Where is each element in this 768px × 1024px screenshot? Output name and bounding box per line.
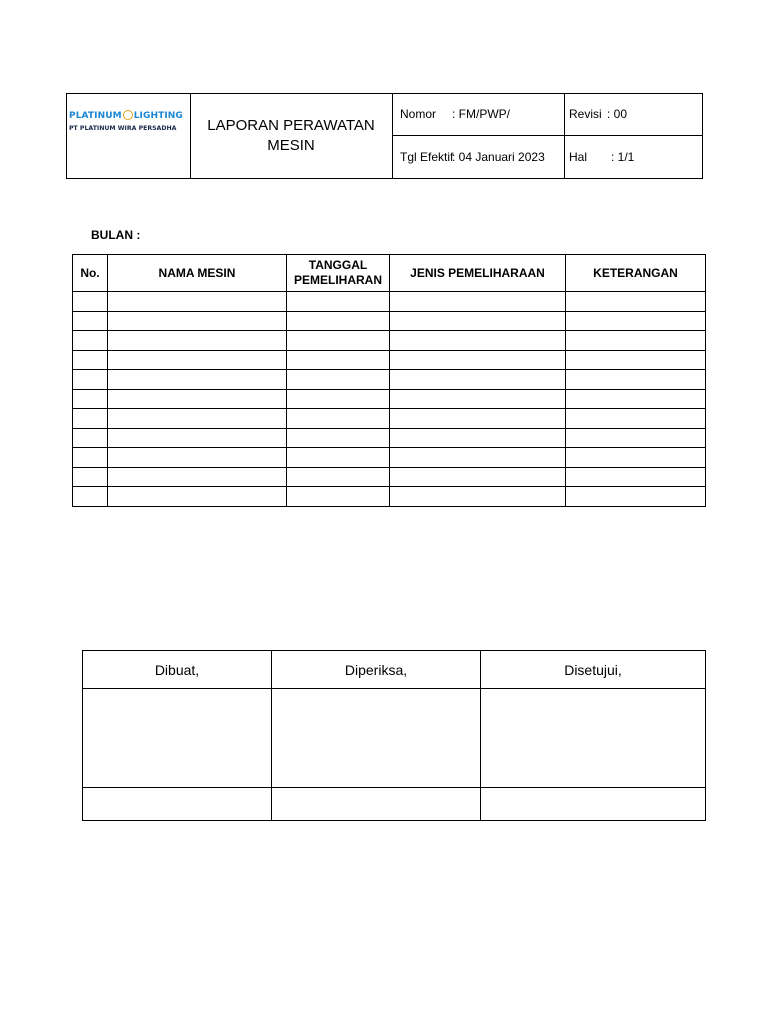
cell-jenis[interactable]	[390, 487, 566, 507]
signature-header-disetujui: Disetujui,	[481, 651, 706, 689]
logo-company-name: PT PLATINUM WIRA PERSADHA	[69, 125, 177, 132]
cell-nama-mesin[interactable]	[108, 428, 287, 448]
cell-nama-mesin[interactable]	[108, 389, 287, 409]
table-header-row	[73, 255, 706, 292]
cell-no[interactable]	[73, 409, 108, 429]
cell-nama-mesin[interactable]	[108, 409, 287, 429]
cell-keterangan[interactable]	[566, 389, 706, 409]
signature-space-dibuat[interactable]	[83, 689, 272, 788]
signature-space-disetujui[interactable]	[481, 689, 706, 788]
cell-keterangan[interactable]	[566, 292, 706, 312]
maintenance-table	[72, 254, 706, 507]
table-row	[73, 370, 706, 390]
cell-tanggal[interactable]	[287, 331, 390, 351]
cell-no[interactable]	[73, 467, 108, 487]
cell-no[interactable]	[73, 292, 108, 312]
cell-nama-mesin[interactable]	[108, 331, 287, 351]
cell-keterangan[interactable]	[566, 350, 706, 370]
cell-no[interactable]	[73, 487, 108, 507]
cell-tanggal[interactable]	[287, 428, 390, 448]
cell-tanggal[interactable]	[287, 370, 390, 390]
cell-keterangan[interactable]	[566, 428, 706, 448]
cell-keterangan[interactable]	[566, 311, 706, 331]
cell-nama-mesin[interactable]	[108, 467, 287, 487]
cell-keterangan[interactable]	[566, 370, 706, 390]
table-row	[73, 487, 706, 507]
cell-jenis[interactable]	[390, 370, 566, 390]
table-row	[73, 331, 706, 351]
cell-nama-mesin[interactable]	[108, 350, 287, 370]
cell-keterangan[interactable]	[566, 331, 706, 351]
cell-tanggal[interactable]	[287, 350, 390, 370]
cell-nama-mesin[interactable]	[108, 370, 287, 390]
bulan-label: BULAN :	[91, 228, 141, 242]
col-header-no: No.	[73, 255, 108, 292]
cell-jenis[interactable]	[390, 331, 566, 351]
cell-tanggal[interactable]	[287, 467, 390, 487]
cell-jenis[interactable]	[390, 311, 566, 331]
col-header-keterangan: KETERANGAN	[566, 255, 706, 292]
cell-nama-mesin[interactable]	[108, 311, 287, 331]
table-row	[73, 350, 706, 370]
logo-brand	[69, 110, 189, 121]
document-title: LAPORAN PERAWATAN MESIN	[207, 117, 375, 154]
cell-keterangan[interactable]	[566, 467, 706, 487]
company-logo	[67, 94, 190, 178]
cell-jenis[interactable]	[390, 409, 566, 429]
cell-nama-mesin[interactable]	[108, 292, 287, 312]
cell-jenis[interactable]	[390, 350, 566, 370]
cell-tanggal[interactable]	[287, 389, 390, 409]
signature-space-row	[83, 689, 706, 788]
divider	[392, 94, 393, 178]
cell-tanggal[interactable]	[287, 409, 390, 429]
bulb-icon	[123, 110, 133, 120]
divider	[392, 135, 702, 136]
revisi-value: : 00	[607, 107, 628, 121]
cell-tanggal[interactable]	[287, 292, 390, 312]
signature-space-diperiksa[interactable]	[272, 689, 481, 788]
nomor-label: Nomor	[400, 107, 437, 121]
cell-no[interactable]	[73, 350, 108, 370]
col-header-jenis: JENIS PEMELIHARAAN	[390, 255, 566, 292]
signature-name-row	[83, 788, 706, 821]
cell-nama-mesin[interactable]	[108, 487, 287, 507]
signature-name-dibuat[interactable]	[83, 788, 272, 821]
cell-no[interactable]	[73, 428, 108, 448]
table-row	[73, 428, 706, 448]
tgl-efektif-value: : 04 Januari 2023	[452, 150, 545, 164]
table-row	[73, 389, 706, 409]
cell-no[interactable]	[73, 448, 108, 468]
signature-header-diperiksa: Diperiksa,	[272, 651, 481, 689]
cell-keterangan[interactable]	[566, 409, 706, 429]
cell-no[interactable]	[73, 389, 108, 409]
cell-tanggal[interactable]	[287, 311, 390, 331]
tgl-efektif-label: Tgl Efektif	[400, 150, 454, 164]
cell-jenis[interactable]	[390, 428, 566, 448]
logo-word-lighting: LIGHTING	[133, 111, 183, 121]
signature-table	[82, 650, 706, 821]
logo-word-platinum: PLATINUM	[69, 111, 122, 121]
cell-tanggal[interactable]	[287, 487, 390, 507]
divider	[564, 94, 565, 178]
signature-name-disetujui[interactable]	[481, 788, 706, 821]
table-row	[73, 292, 706, 312]
cell-no[interactable]	[73, 331, 108, 351]
hal-label: Hal	[569, 150, 588, 164]
cell-no[interactable]	[73, 311, 108, 331]
cell-no[interactable]	[73, 370, 108, 390]
document-header	[66, 93, 703, 179]
cell-keterangan[interactable]	[566, 448, 706, 468]
signature-header-dibuat: Dibuat,	[83, 651, 272, 689]
cell-jenis[interactable]	[390, 448, 566, 468]
cell-jenis[interactable]	[390, 467, 566, 487]
hal-value: : 1/1	[611, 150, 635, 164]
cell-jenis[interactable]	[390, 389, 566, 409]
table-row	[73, 409, 706, 429]
table-row	[73, 467, 706, 487]
cell-nama-mesin[interactable]	[108, 448, 287, 468]
signature-name-diperiksa[interactable]	[272, 788, 481, 821]
cell-tanggal[interactable]	[287, 448, 390, 468]
cell-jenis[interactable]	[390, 292, 566, 312]
cell-keterangan[interactable]	[566, 487, 706, 507]
nomor-value: : FM/PWP/	[452, 107, 510, 121]
table-row	[73, 448, 706, 468]
signature-header-row	[83, 651, 706, 689]
table-body	[73, 292, 706, 507]
table-row	[73, 311, 706, 331]
col-header-tanggal: TANGGAL PEMELIHARAN	[287, 255, 390, 292]
revisi-label: Revisi	[569, 107, 602, 121]
col-header-nama-mesin: NAMA MESIN	[108, 255, 287, 292]
